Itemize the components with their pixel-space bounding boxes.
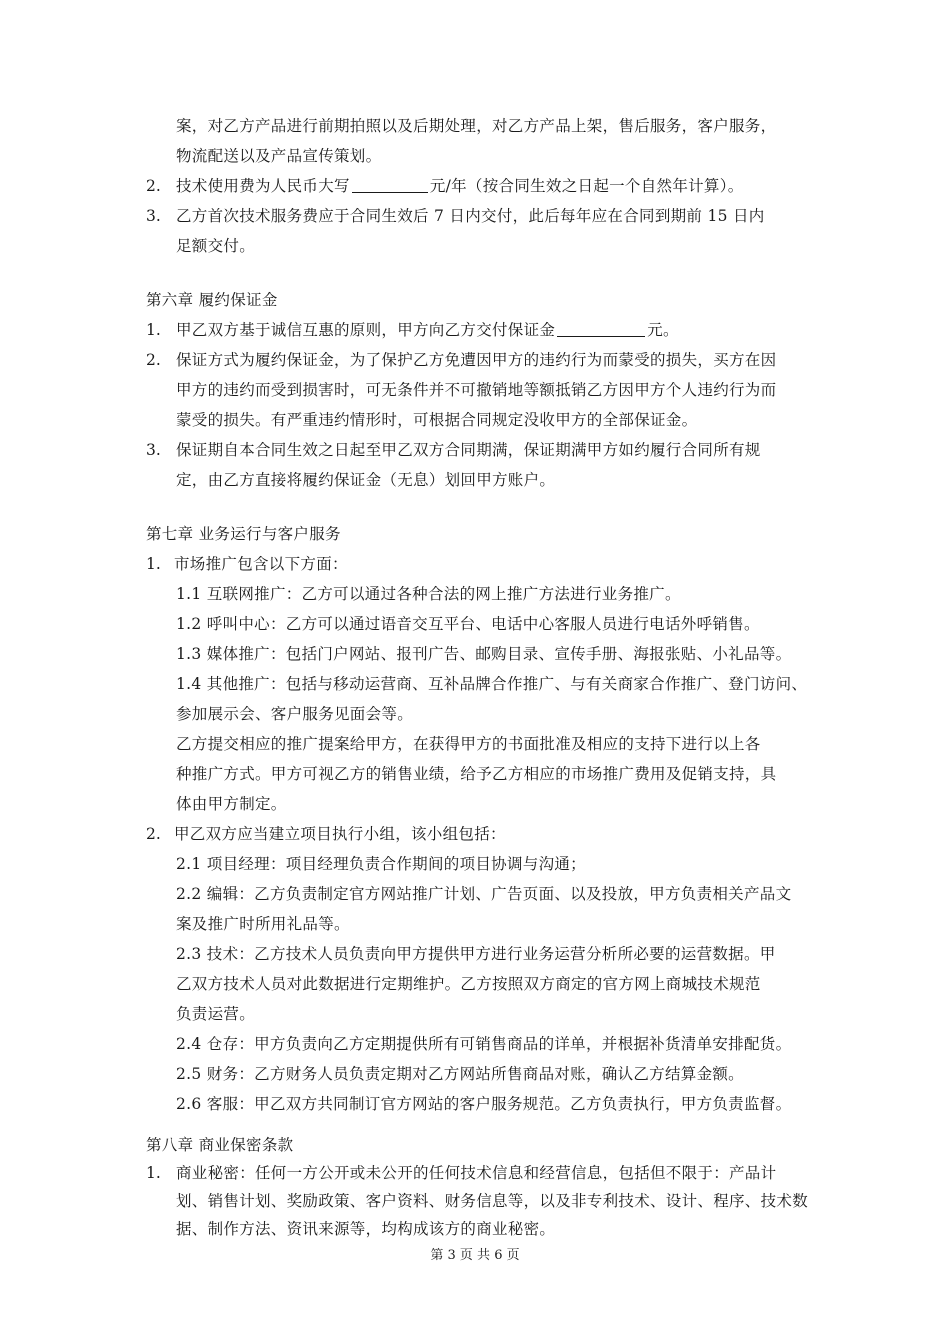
sec6-item-1-text-a: 甲乙双方基于诚信互惠的原则，甲方向乙方交付保证金 <box>176 321 556 339</box>
sec7-paragraph-line-1: 乙方提交相应的推广提案给甲方，在获得甲方的书面批准及相应的支持下进行以上各 <box>176 735 761 753</box>
sec6-item-1-number: 1. <box>146 321 161 339</box>
sec6-item-2-number: 2. <box>146 351 161 369</box>
deposit-blank-field[interactable] <box>557 320 645 337</box>
sec6-item-3-line-2: 定，由乙方直接将履约保证金（无息）划回甲方账户。 <box>176 471 556 489</box>
sec7-sub-1-4-line-2: 参加展示会、客户服务见面会等。 <box>176 705 414 723</box>
sec7-sub-1-2: 1.2 呼叫中心：乙方可以通过语音交互平台、电话中心客服人员进行电话外呼销售。 <box>176 615 760 633</box>
sec6-item-1 <box>176 320 679 340</box>
sec5-item-3-number: 3. <box>146 207 161 225</box>
chapter-8-title: 第八章 商业保密条款 <box>146 1136 294 1154</box>
sec7-item-2-number: 2. <box>146 825 161 843</box>
chapter-7-title: 第七章 业务运行与客户服务 <box>146 525 341 543</box>
sec6-item-3-line-1: 保证期自本合同生效之日起至甲乙双方合同期满，保证期满甲方如约履行合同所有规 <box>176 441 761 459</box>
chapter-6-title: 第六章 履约保证金 <box>146 291 278 309</box>
sec5-item-2-number: 2. <box>146 177 161 195</box>
page-footer: 第 3 页 共 6 页 <box>430 1248 520 1263</box>
sec8-item-1-line-3: 据、制作方法、资讯来源等，均构成该方的商业秘密。 <box>176 1220 556 1238</box>
sec8-item-1-line-1: 商业秘密：任何一方公开或未公开的任何技术信息和经营信息，包括但不限于：产品计 <box>176 1164 777 1182</box>
sec7-paragraph-line-2: 种推广方式。甲方可视乙方的销售业绩，给予乙方相应的市场推广费用及促销支持，具 <box>176 765 777 783</box>
sec6-item-3-number: 3. <box>146 441 161 459</box>
sec5-line-1: 案，对乙方产品进行前期拍照以及后期处理，对乙方产品上架，售后服务，客户服务， <box>176 117 777 135</box>
sec7-sub-2-2-line-2: 案及推广时所用礼品等。 <box>176 915 350 933</box>
sec5-item-3-line-1: 乙方首次技术服务费应于合同生效后 7 日内交付，此后每年应在合同到期前 15 日内 <box>176 207 765 225</box>
sec7-sub-1-1: 1.1 互联网推广：乙方可以通过各种合法的网上推广方法进行业务推广。 <box>176 585 681 603</box>
sec7-sub-2-2-line-1: 2.2 编辑：乙方负责制定官方网站推广计划、广告页面、以及投放，甲方负责相关产品文 <box>176 885 792 903</box>
sec7-sub-2-3-line-1: 2.3 技术：乙方技术人员负责向甲方提供甲方进行业务运营分析所必要的运营数据。甲 <box>176 945 776 963</box>
sec7-sub-2-3-line-3: 负责运营。 <box>176 1005 256 1023</box>
sec5-item-2 <box>176 176 744 196</box>
sec7-sub-2-1: 2.1 项目经理：项目经理负责合作期间的项目协调与沟通； <box>176 855 586 873</box>
sec8-item-1-number: 1. <box>146 1164 161 1182</box>
sec7-paragraph-line-3: 体由甲方制定。 <box>176 795 287 813</box>
sec8-item-1-line-2: 划、销售计划、奖励政策、客户资料、财务信息等，以及非专利技术、设计、程序、技术数 <box>176 1192 809 1210</box>
sec7-sub-2-5: 2.5 财务：乙方财务人员负责定期对乙方网站所售商品对账，确认乙方结算金额。 <box>176 1065 744 1083</box>
sec7-item-1-number: 1. <box>146 555 161 573</box>
sec7-sub-2-4: 2.4 仓存：甲方负责向乙方定期提供所有可销售商品的详单，并根据补货清单安排配货。 <box>176 1035 792 1053</box>
sec5-item-3-line-2: 足额交付。 <box>176 237 256 255</box>
sec5-item-2-text-a: 技术使用费为人民币大写 <box>176 177 350 195</box>
sec7-sub-1-3: 1.3 媒体推广：包括门户网站、报刊广告、邮购目录、宣传手册、海报张贴、小礼品等。 <box>176 645 792 663</box>
sec7-sub-2-3-line-2: 乙双方技术人员对此数据进行定期维护。乙方按照双方商定的官方网上商城技术规范 <box>176 975 761 993</box>
sec7-item-2-text: 甲乙双方应当建立项目执行小组，该小组包括： <box>174 825 506 843</box>
sec6-item-2-line-3: 蒙受的损失。有严重违约情形时，可根据合同规定没收甲方的全部保证金。 <box>176 411 698 429</box>
sec7-sub-1-4-line-1: 1.4 其他推广：包括与移动运营商、互补品牌合作推广、与有关商家合作推广、登门访问、 <box>176 675 808 693</box>
sec5-line-2: 物流配送以及产品宣传策划。 <box>176 147 382 165</box>
sec7-sub-2-6: 2.6 客服：甲乙双方共同制订官方网站的客户服务规范。乙方负责执行，甲方负责监督。 <box>176 1095 792 1113</box>
sec6-item-2-line-1: 保证方式为履约保证金，为了保护乙方免遭因甲方的违约行为而蒙受的损失，买方在因 <box>176 351 777 369</box>
fee-blank-field[interactable] <box>352 176 428 193</box>
sec6-item-2-line-2: 甲方的违约而受到损害时，可无条件并不可撤销地等额抵销乙方因甲方个人违约行为而 <box>176 381 777 399</box>
sec5-item-2-text-b: 元/年（按合同生效之日起一个自然年计算）。 <box>429 177 744 195</box>
sec6-item-1-text-b: 元。 <box>647 321 679 339</box>
sec7-item-1-text: 市场推广包含以下方面： <box>174 555 348 573</box>
